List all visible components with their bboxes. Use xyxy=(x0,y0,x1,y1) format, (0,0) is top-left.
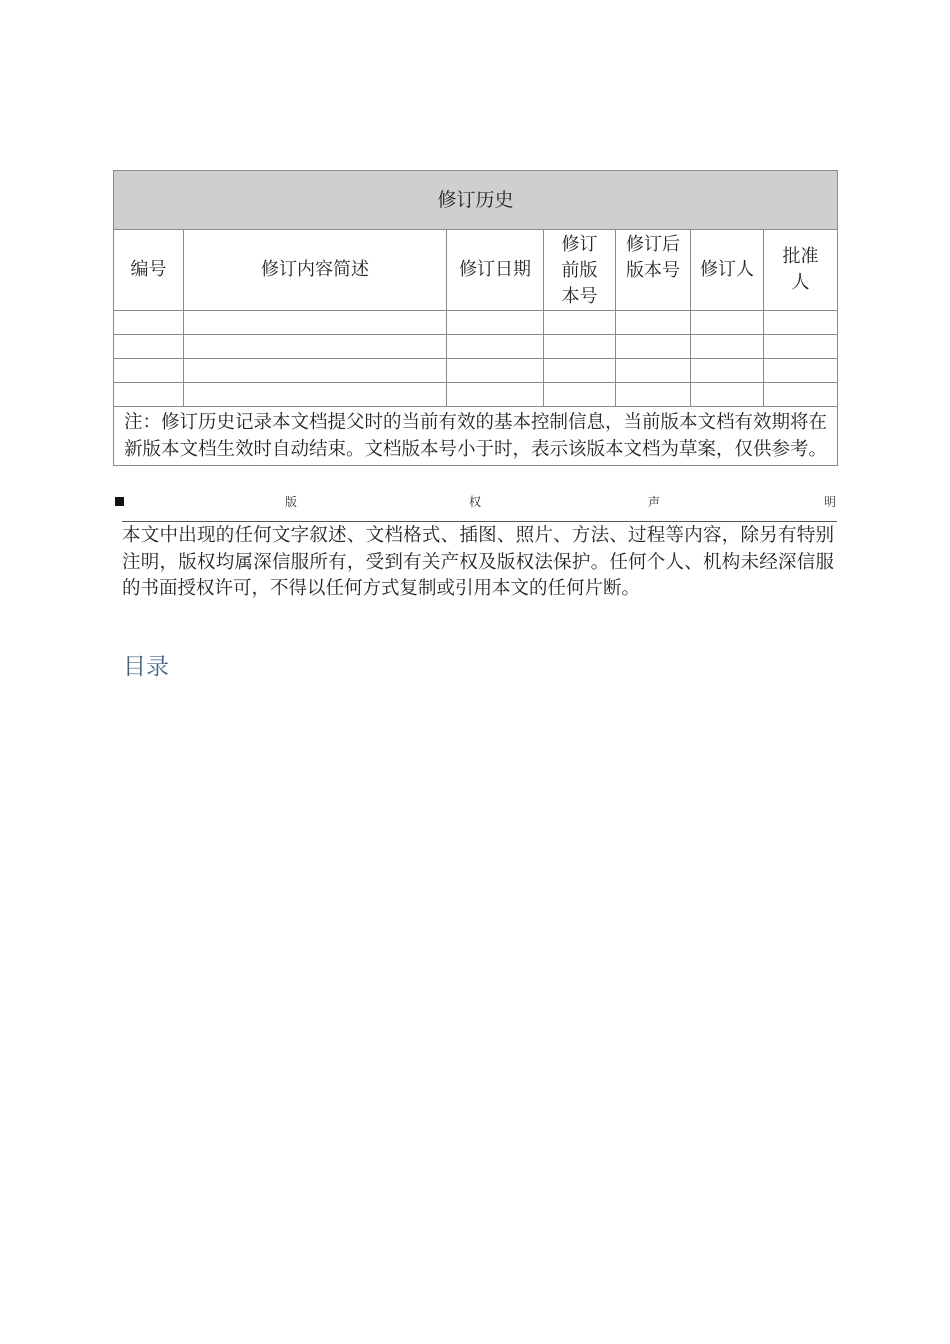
table-row xyxy=(114,311,838,335)
table-cell[interactable] xyxy=(691,383,764,407)
table-cell[interactable] xyxy=(764,359,838,383)
table-cell[interactable] xyxy=(616,359,691,383)
table-cell[interactable] xyxy=(691,335,764,359)
table-cell[interactable] xyxy=(764,335,838,359)
table-cell[interactable] xyxy=(544,359,616,383)
table-cell[interactable] xyxy=(447,383,544,407)
table-cell[interactable] xyxy=(447,335,544,359)
revision-history-table xyxy=(113,170,838,466)
table-cell[interactable] xyxy=(184,311,447,335)
bullet-square-icon xyxy=(115,497,124,506)
header-approver xyxy=(764,230,838,311)
copyright-heading-char: 权 xyxy=(469,495,482,509)
revision-table-header-row xyxy=(114,230,838,311)
table-cell[interactable] xyxy=(616,383,691,407)
table-cell[interactable] xyxy=(764,311,838,335)
table-row xyxy=(114,383,838,407)
table-cell[interactable] xyxy=(114,335,184,359)
copyright-heading xyxy=(113,494,837,510)
table-cell[interactable] xyxy=(544,311,616,335)
toc-title: 目录 xyxy=(123,654,169,680)
revision-table-title: 修订历史 xyxy=(114,171,838,230)
divider xyxy=(122,521,837,522)
table-cell[interactable] xyxy=(184,383,447,407)
table-cell[interactable] xyxy=(544,383,616,407)
header-approver-text: 批准人 xyxy=(782,246,819,293)
header-reviser: 修订人 xyxy=(691,230,764,311)
header-description: 修订内容简述 xyxy=(184,230,447,311)
copyright-heading-char: 版 xyxy=(285,495,298,509)
table-cell[interactable] xyxy=(616,311,691,335)
revision-table-note: 注：修订历史记录本文档提父时的当前有效的基本控制信息，当前版本文档有效期将在新版本文档生效时自动结束。文档版本号小于时，表示该版本文档为草案，仅供参考。 xyxy=(114,407,838,466)
table-cell[interactable] xyxy=(184,359,447,383)
table-cell[interactable] xyxy=(114,311,184,335)
copyright-body: 本文中出现的任何文字叙述、文档格式、插图、照片、方法、过程等内容，除另有特别注明，版权均属深信服所有，受到有关产权及版权法保护。任何个人、机构未经深信服的书面授权许可，不得以任何方式复制或引用本文的任何片断。 xyxy=(122,525,834,599)
header-prev-version-text: 修订前版本号 xyxy=(561,234,598,307)
table-cell[interactable] xyxy=(114,383,184,407)
table-cell[interactable] xyxy=(544,335,616,359)
copyright-heading-char: 明 xyxy=(824,495,837,509)
header-date: 修订日期 xyxy=(447,230,544,311)
table-cell[interactable] xyxy=(616,335,691,359)
table-cell[interactable] xyxy=(447,311,544,335)
header-prev-version xyxy=(544,230,616,311)
header-number: 编号 xyxy=(114,230,184,311)
table-cell[interactable] xyxy=(764,383,838,407)
table-cell[interactable] xyxy=(691,311,764,335)
copyright-heading-char: 声 xyxy=(648,495,661,509)
table-cell[interactable] xyxy=(447,359,544,383)
table-cell[interactable] xyxy=(691,359,764,383)
header-next-version xyxy=(616,230,691,311)
table-row xyxy=(114,359,838,383)
table-cell[interactable] xyxy=(184,335,447,359)
table-cell[interactable] xyxy=(114,359,184,383)
header-next-version-text: 修订后版本号 xyxy=(626,234,680,281)
table-row xyxy=(114,335,838,359)
